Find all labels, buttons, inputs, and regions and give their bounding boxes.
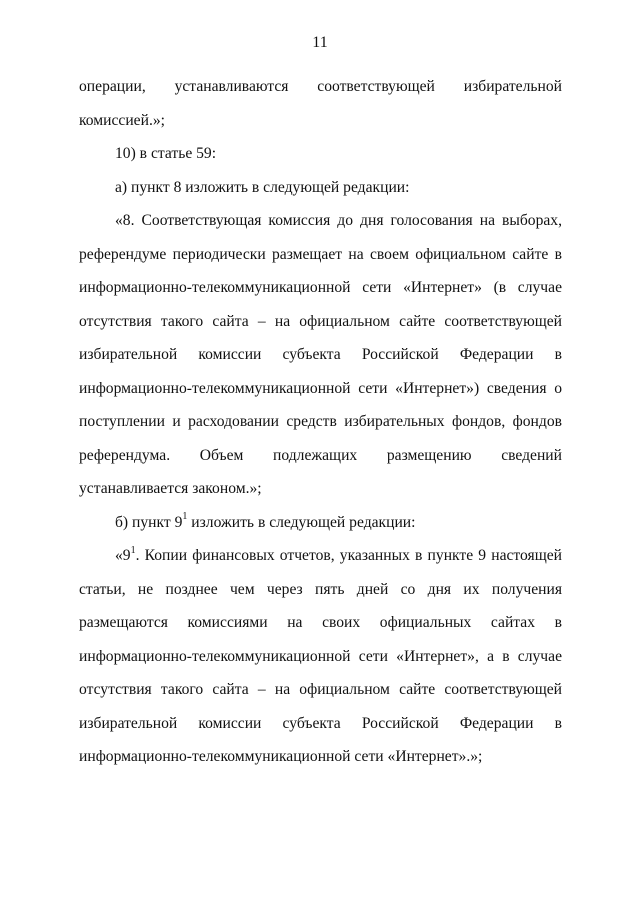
paragraph-article-59: 10) в статье 59: <box>115 145 217 162</box>
point-9-1-body: . Копии финансовых отчетов, указанных в пункте 9 настоящей статьи, не позднее чем через пять дней со дня их получения размещаются комиссиями на своих официальных сайтах в информационно-телекоммуникационной сети «Интернет», а в случае отсутствия такого сайта – на официальном сайте соответствующей избирательной комиссии субъекта Российской Федерации в информационно-телекоммуникационной сети «Интернет».»; <box>79 547 562 765</box>
paragraph-point-8-text: «8. Соответствующая комиссия до дня голосования на выборах, референдуме периодически размещает на своем официальном сайте в информационно-телекоммуникационной сети «Интернет» (в случае отсутствия такого сайта – на официальном сайте соответствующей избирательной комиссии субъекта Российской Федерации в информационно-телекоммуникационной сети «Интернет») сведения о поступлении и расходовании средств избирательных фондов, фондов референдума. Объем подлежащих размещению сведений устанавливается законом.»; <box>79 212 562 497</box>
paragraph-item-b <box>79 506 562 540</box>
page-number: 11 <box>312 34 328 51</box>
paragraph-item-a: а) пункт 8 изложить в следующей редакции: <box>115 178 410 196</box>
point-9-1-prefix: «9 <box>115 547 131 564</box>
item-b-prefix: б) пункт 9 <box>115 513 183 531</box>
superscript-one: 1 <box>182 511 188 523</box>
item-b-suffix: изложить в следующей редакции: <box>187 513 416 531</box>
document-body <box>79 70 562 774</box>
superscript-one: 1 <box>130 544 136 556</box>
paragraph-point-9-1-text <box>79 539 562 774</box>
paragraph-continuation-end: комиссией.»; <box>79 111 165 129</box>
paragraph-continuation-line: операции, устанавливаются соответствующей избирательной <box>79 78 562 95</box>
